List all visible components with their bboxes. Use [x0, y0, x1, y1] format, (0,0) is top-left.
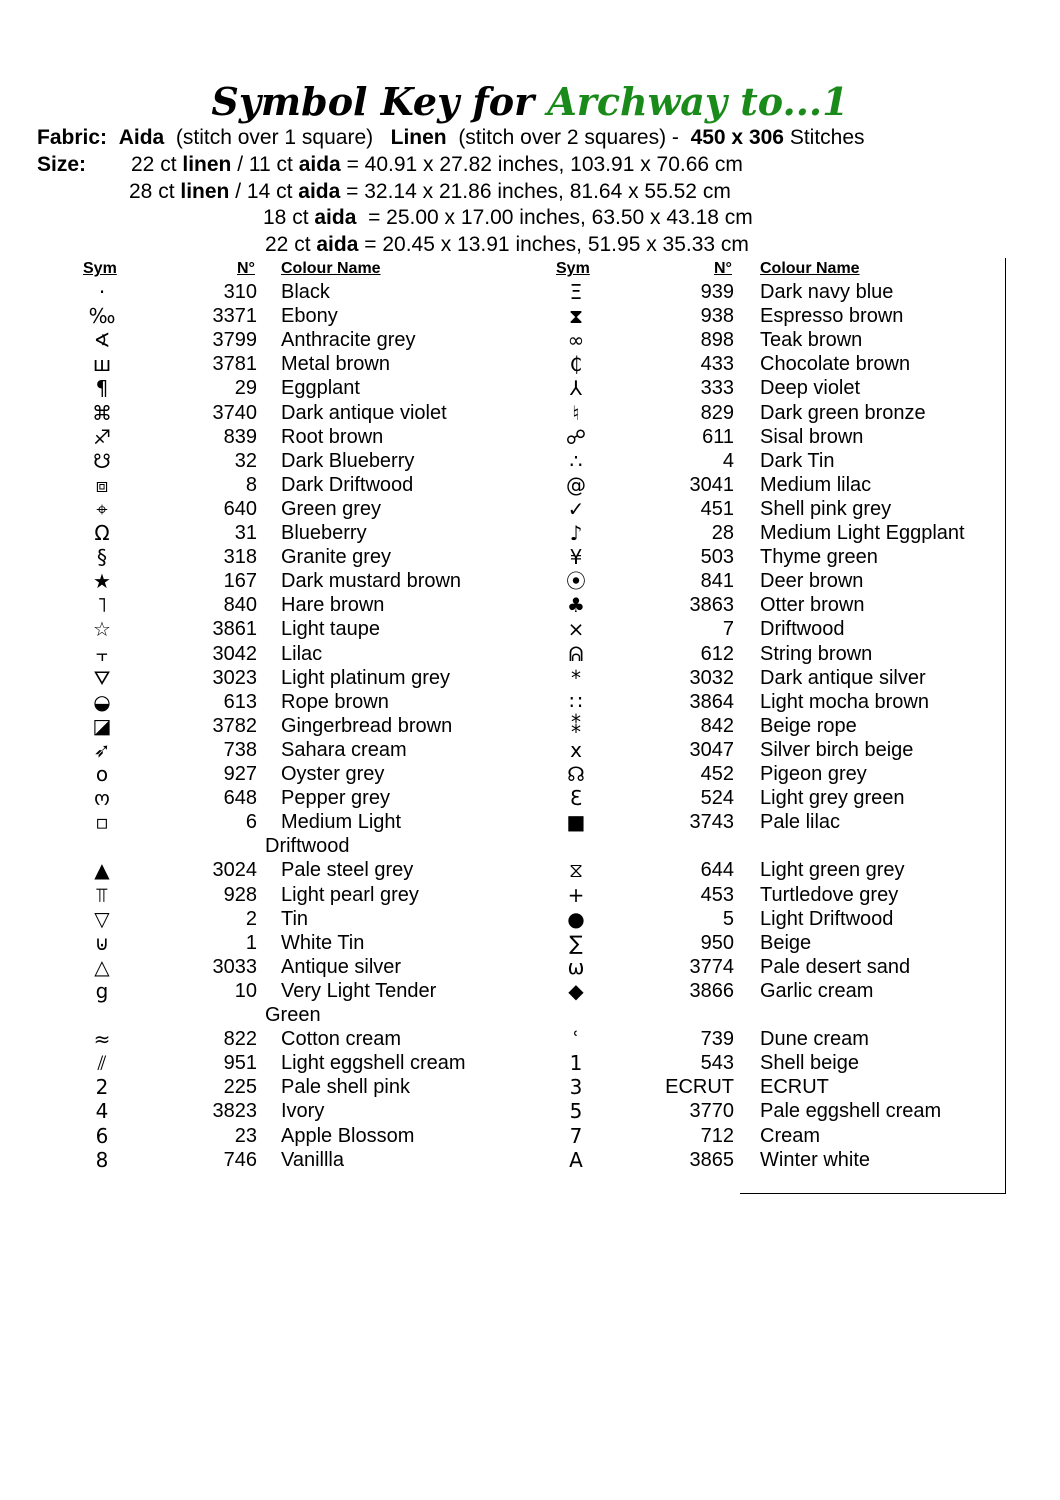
- colour-name-left: White Tin: [281, 931, 365, 954]
- size-row: [265, 232, 749, 258]
- symbol-right: ⁑: [571, 713, 581, 738]
- symbol-right: ∞: [567, 328, 585, 353]
- size-b1: aida: [316, 232, 359, 256]
- symbol-right: ʿ: [572, 1027, 580, 1052]
- symbol-right: ₵: [569, 352, 583, 377]
- thread-number-right: 712: [700, 1124, 734, 1147]
- symbol-left: ⌘: [92, 400, 112, 425]
- title-prefix: Symbol Key for: [211, 79, 535, 124]
- symbol-left: ♐: [93, 424, 111, 449]
- colour-name-right: Cream: [760, 1124, 821, 1147]
- symbol-left: ▲: [94, 858, 110, 883]
- thread-number-right: 842: [700, 714, 734, 737]
- thread-number-left: 10: [234, 979, 257, 1002]
- thread-number-left: 3781: [212, 353, 257, 376]
- stitch-count: 450 x 306: [690, 126, 784, 149]
- symbol-left: ⊍: [94, 930, 110, 955]
- symbol-left: ▫: [95, 810, 109, 835]
- thread-number-right: 452: [700, 763, 734, 785]
- symbol-left: ⫟: [95, 641, 109, 666]
- size-post: = 40.91 x 27.82 inches, 103.91 x 70.66 cm: [340, 153, 743, 176]
- thread-number-left: 951: [223, 1052, 257, 1075]
- colour-name-left: Dark Blueberry: [281, 449, 415, 472]
- fabric-label: Fabric:: [37, 126, 108, 149]
- colour-name-continued-left: Driftwood: [265, 835, 350, 858]
- header-num-right: N°: [714, 260, 732, 277]
- header-name-left: Colour Name: [281, 260, 381, 277]
- colour-name-right: Shell beige: [760, 1052, 859, 1075]
- colour-name-right: Dark green bronze: [760, 401, 926, 424]
- fabric-linen: Linen: [390, 126, 447, 149]
- size-b1: aida: [314, 206, 357, 229]
- symbol-right: ⦿: [566, 569, 586, 594]
- colour-name-right: Garlic cream: [760, 979, 874, 1002]
- colour-name-left: Tin: [281, 907, 309, 930]
- thread-number-left: 840: [223, 594, 257, 617]
- symbol-right: Ξ: [569, 280, 583, 304]
- colour-name-right: Driftwood: [760, 618, 845, 641]
- symbol-left: △: [94, 954, 110, 979]
- symbol-left: ∢: [93, 328, 111, 353]
- thread-number-left: 927: [223, 763, 257, 785]
- colour-name-right: Light green grey: [760, 859, 905, 882]
- page-title: [0, 78, 1060, 126]
- symbol-right: ∑: [569, 930, 583, 955]
- symbol-left: ⛛: [93, 665, 111, 690]
- symbol-right: Ɛ: [569, 786, 583, 811]
- symbol-right: ♣: [567, 593, 585, 618]
- colour-name-continued-left: Green: [265, 1004, 321, 1026]
- fabric-line: [37, 125, 865, 151]
- colour-name-left: Dark Driftwood: [281, 473, 414, 496]
- symbol-left: ⌖: [96, 496, 108, 521]
- thread-number-right: 612: [700, 642, 734, 665]
- symbol-right: 5: [569, 1099, 583, 1124]
- thread-number-right: 841: [700, 570, 734, 593]
- symbol-right: 7: [569, 1123, 583, 1148]
- colour-name-left: Black: [281, 281, 330, 303]
- thread-number-right: 524: [700, 787, 734, 810]
- thread-number-left: 3024: [212, 859, 257, 882]
- colour-name-right: Dune cream: [760, 1028, 869, 1051]
- symbol-right: ♮: [572, 400, 580, 425]
- thread-number-right: 3041: [689, 473, 734, 496]
- thread-number-right: 3866: [689, 979, 734, 1002]
- colour-name-right: Winter white: [760, 1148, 871, 1171]
- colour-name-right: Beige: [760, 931, 812, 954]
- symbol-right: Α: [569, 1147, 583, 1172]
- symbol-right: ☍: [565, 424, 587, 449]
- colour-name-left: Pale steel grey: [281, 859, 414, 882]
- symbol-right: 1: [569, 1051, 583, 1076]
- thread-number-right: 3743: [689, 811, 734, 834]
- symbol-left: ☆: [93, 617, 111, 642]
- symbol-left: ▽: [94, 906, 110, 931]
- fabric-linen-note: (stitch over 2 squares) -: [458, 126, 679, 149]
- colour-name-right: ECRUT: [760, 1076, 829, 1099]
- fabric-aida-note: (stitch over 1 square): [175, 126, 374, 149]
- colour-name-right: Espresso brown: [760, 305, 904, 328]
- colour-name-right: Dark navy blue: [760, 281, 894, 303]
- colour-name-left: Medium Light: [281, 811, 402, 834]
- thread-number-right: 3865: [689, 1148, 734, 1171]
- header-name-right: Colour Name: [760, 260, 860, 277]
- colour-name-left: Anthracite grey: [281, 329, 416, 352]
- symbol-right: ■: [566, 810, 586, 835]
- colour-name-right: Deep violet: [760, 377, 861, 400]
- thread-number-right: 333: [700, 377, 734, 400]
- colour-name-left: Pale shell pink: [281, 1076, 410, 1099]
- colour-name-left: Light eggshell cream: [281, 1052, 466, 1075]
- symbol-left: g: [95, 978, 109, 1003]
- thread-number-right: 3864: [689, 690, 734, 713]
- symbol-right: ⅄: [569, 376, 583, 401]
- symbol-right: +: [567, 882, 585, 907]
- colour-name-right: Sisal brown: [760, 425, 864, 448]
- colour-name-right: Light Driftwood: [760, 907, 894, 930]
- colour-name-left: Sahara cream: [281, 738, 407, 761]
- symbol-right: ⨯: [567, 617, 585, 642]
- colour-name-left: Blueberry: [281, 522, 367, 544]
- symbol-left: ☋: [93, 448, 111, 473]
- thread-number-left: 3782: [212, 714, 257, 737]
- thread-number-right: 543: [700, 1052, 734, 1075]
- thread-number-left: 640: [223, 497, 257, 520]
- colour-name-left: Very Light Tender: [281, 979, 437, 1002]
- colour-name-right: Medium lilac: [760, 473, 872, 496]
- symbol-left: 2: [95, 1075, 109, 1100]
- colour-name-right: Light mocha brown: [760, 690, 929, 713]
- colour-name-right: Dark antique silver: [760, 666, 926, 689]
- thread-number-right: 3863: [689, 594, 734, 617]
- thread-number-right: 3032: [689, 666, 734, 689]
- thread-number-right: 5: [722, 907, 734, 930]
- size-b2: aida: [298, 153, 341, 176]
- size-pre: 22 ct: [265, 232, 317, 256]
- symbol-right: *: [571, 665, 581, 690]
- symbol-left: ★: [93, 569, 111, 594]
- symbol-left: ◪: [92, 713, 112, 738]
- colour-name-left: Apple Blossom: [281, 1124, 415, 1147]
- colour-name-right: Silver birch beige: [760, 738, 914, 761]
- thread-number-right: 739: [700, 1028, 734, 1051]
- symbol-right: ✓: [567, 496, 585, 521]
- colour-name-right: Pale lilac: [760, 811, 841, 834]
- thread-number-right: 898: [700, 329, 734, 352]
- colour-name-right: Pigeon grey: [760, 763, 867, 785]
- colour-name-right: Teak brown: [760, 329, 863, 352]
- symbol-left: ‰: [88, 304, 116, 329]
- symbol-left: ⫽: [97, 1051, 107, 1076]
- thread-number-left: 29: [234, 377, 257, 400]
- size-pre: 22 ct: [131, 153, 183, 176]
- thread-number-left: 839: [223, 425, 257, 448]
- colour-name-left: Lilac: [281, 642, 323, 665]
- symbol-right: ☊: [567, 762, 585, 786]
- thread-number-left: 23: [234, 1124, 257, 1147]
- symbol-right: ♪: [569, 521, 583, 545]
- symbol-right: ●: [567, 906, 585, 931]
- colour-name-right: Medium Light Eggplant: [760, 522, 965, 544]
- header-num-left: N°: [237, 260, 255, 277]
- symbol-left: ◒: [93, 689, 111, 714]
- colour-name-left: Pepper grey: [281, 787, 390, 810]
- thread-number-left: 3023: [212, 666, 257, 689]
- colour-name-left: Light taupe: [281, 618, 380, 641]
- colour-name-left: Gingerbread brown: [281, 714, 453, 737]
- thread-number-left: 738: [223, 738, 257, 761]
- symbol-left: ˥: [97, 593, 107, 618]
- colour-name-right: Chocolate brown: [760, 353, 911, 376]
- size-mid: / 14 ct: [229, 179, 299, 203]
- thread-number-left: 3740: [212, 401, 257, 424]
- colour-name-left: Vanillla: [281, 1148, 344, 1171]
- symbol-left: ⧈: [95, 472, 109, 497]
- symbol-left: ≈: [93, 1027, 111, 1052]
- colour-name-right: String brown: [760, 642, 873, 665]
- symbol-right: ω: [567, 954, 585, 979]
- thread-number-right: 433: [700, 353, 734, 376]
- symbol-left: ¶: [95, 376, 109, 401]
- thread-number-left: 822: [223, 1028, 257, 1051]
- size-post: = 32.14 x 21.86 inches, 81.64 x 55.52 cm: [340, 179, 731, 203]
- symbol-left: o: [95, 762, 109, 786]
- symbol-right: x: [570, 737, 582, 762]
- symbol-left: ш: [92, 352, 112, 377]
- thread-number-right: 938: [700, 305, 734, 328]
- size-b1: linen: [180, 179, 230, 203]
- header-sym-right: Sym: [556, 260, 590, 277]
- table-border-bottom: [740, 1193, 1006, 1194]
- symbol-right: ⧖: [568, 858, 584, 883]
- table-border-right: [1005, 258, 1006, 1194]
- size-post: = 20.45 x 13.91 inches, 51.95 x 35.33 cm: [358, 232, 749, 256]
- colour-name-left: Hare brown: [281, 594, 385, 617]
- thread-number-left: 8: [245, 473, 257, 496]
- thread-number-right: 4: [722, 449, 734, 472]
- thread-number-left: 6: [245, 811, 257, 834]
- thread-number-left: 2: [245, 907, 257, 930]
- symbol-right: ᕱ: [568, 641, 584, 666]
- colour-name-right: Otter brown: [760, 594, 865, 617]
- colour-name-left: Ebony: [281, 305, 338, 328]
- thread-number-left: 3861: [212, 618, 257, 641]
- symbol-left: ·: [98, 280, 106, 304]
- fabric-aida: Aida: [118, 126, 165, 149]
- thread-number-left: 3371: [212, 305, 257, 328]
- thread-number-right: 3774: [689, 955, 734, 978]
- header-sym-left: Sym: [83, 260, 117, 277]
- symbol-left: ⫪: [96, 882, 108, 907]
- colour-name-left: Dark mustard brown: [281, 570, 462, 593]
- thread-number-left: 225: [223, 1076, 257, 1099]
- thread-number-left: 32: [234, 449, 257, 472]
- thread-number-right: 950: [700, 931, 734, 954]
- colour-name-left: Antique silver: [281, 955, 402, 978]
- stitch-label: Stitches: [789, 126, 865, 149]
- thread-number-right: 829: [700, 401, 734, 424]
- symbol-right: @: [566, 472, 586, 497]
- colour-name-left: Light platinum grey: [281, 666, 450, 689]
- size-pre: 28 ct: [129, 179, 181, 203]
- thread-number-left: 3042: [212, 642, 257, 665]
- symbol-right: ⧗: [568, 304, 584, 329]
- thread-number-right: 7: [722, 618, 734, 641]
- thread-number-left: 3799: [212, 329, 257, 352]
- size-b2: aida: [298, 179, 341, 203]
- thread-number-right: 503: [700, 546, 734, 569]
- thread-number-left: 928: [223, 883, 257, 906]
- size-label: Size:: [37, 153, 87, 176]
- thread-number-left: 167: [223, 570, 257, 593]
- symbol-right: ∷: [569, 689, 583, 714]
- thread-number-left: 3033: [212, 955, 257, 978]
- thread-number-right: ECRUT: [665, 1076, 734, 1099]
- size-row: [263, 205, 753, 231]
- symbol-left: §: [97, 545, 107, 570]
- colour-name-left: Granite grey: [281, 546, 392, 569]
- thread-number-right: 451: [700, 497, 734, 520]
- colour-name-left: Metal brown: [281, 353, 390, 376]
- thread-number-left: 318: [223, 546, 257, 569]
- colour-name-left: Cotton cream: [281, 1028, 402, 1051]
- colour-name-left: Ivory: [281, 1100, 325, 1123]
- symbol-left: ➶: [93, 737, 111, 762]
- thread-number-left: 613: [223, 690, 257, 713]
- thread-number-left: 31: [234, 522, 257, 544]
- thread-number-left: 746: [223, 1148, 257, 1171]
- thread-number-left: 310: [223, 281, 257, 303]
- symbol-left: 8: [95, 1147, 109, 1172]
- colour-name-left: Rope brown: [281, 690, 389, 713]
- colour-name-right: Beige rope: [760, 714, 857, 737]
- thread-number-left: 648: [223, 787, 257, 810]
- symbol-left: 6: [95, 1123, 109, 1148]
- symbol-right: ◆: [568, 978, 584, 1003]
- size-row: [131, 152, 743, 178]
- thread-number-left: 1: [245, 931, 257, 954]
- thread-number-left: 3823: [212, 1100, 257, 1123]
- colour-name-right: Shell pink grey: [760, 497, 892, 520]
- colour-name-right: Deer brown: [760, 570, 864, 593]
- thread-number-right: 611: [702, 425, 734, 448]
- symbol-right: 3: [569, 1075, 583, 1100]
- thread-number-right: 3770: [689, 1100, 734, 1123]
- size-pre: 18 ct: [263, 206, 315, 229]
- size-b1: linen: [182, 153, 232, 176]
- size-mid: / 11 ct: [231, 153, 299, 176]
- colour-name-left: Root brown: [281, 425, 384, 448]
- colour-name-right: Pale eggshell cream: [760, 1100, 942, 1123]
- symbol-right: ¥: [569, 545, 583, 570]
- thread-number-right: 3047: [689, 738, 734, 761]
- size-row: [129, 179, 731, 205]
- symbol-right: ∴: [569, 448, 583, 473]
- colour-name-right: Light grey green: [760, 787, 905, 810]
- colour-name-left: Dark antique violet: [281, 401, 447, 424]
- colour-name-left: Oyster grey: [281, 763, 385, 785]
- colour-name-right: Dark Tin: [760, 449, 835, 472]
- colour-name-right: Pale desert sand: [760, 955, 911, 978]
- thread-number-right: 939: [700, 281, 734, 303]
- thread-number-right: 453: [700, 883, 734, 906]
- colour-name-right: Turtledove grey: [760, 883, 899, 906]
- symbol-left: 4: [95, 1099, 109, 1124]
- colour-name-left: Green grey: [281, 497, 382, 520]
- symbol-left: Ω: [94, 521, 110, 545]
- thread-number-right: 28: [711, 522, 734, 544]
- symbol-left: ო: [94, 786, 110, 811]
- colour-name-right: Thyme green: [760, 546, 878, 569]
- title-pattern-name: Archway to...1: [547, 79, 849, 124]
- size-post: = 25.00 x 17.00 inches, 63.50 x 43.18 cm: [356, 206, 753, 229]
- colour-name-left: Eggplant: [281, 377, 360, 400]
- colour-name-left: Light pearl grey: [281, 883, 419, 906]
- thread-number-right: 644: [700, 859, 734, 882]
